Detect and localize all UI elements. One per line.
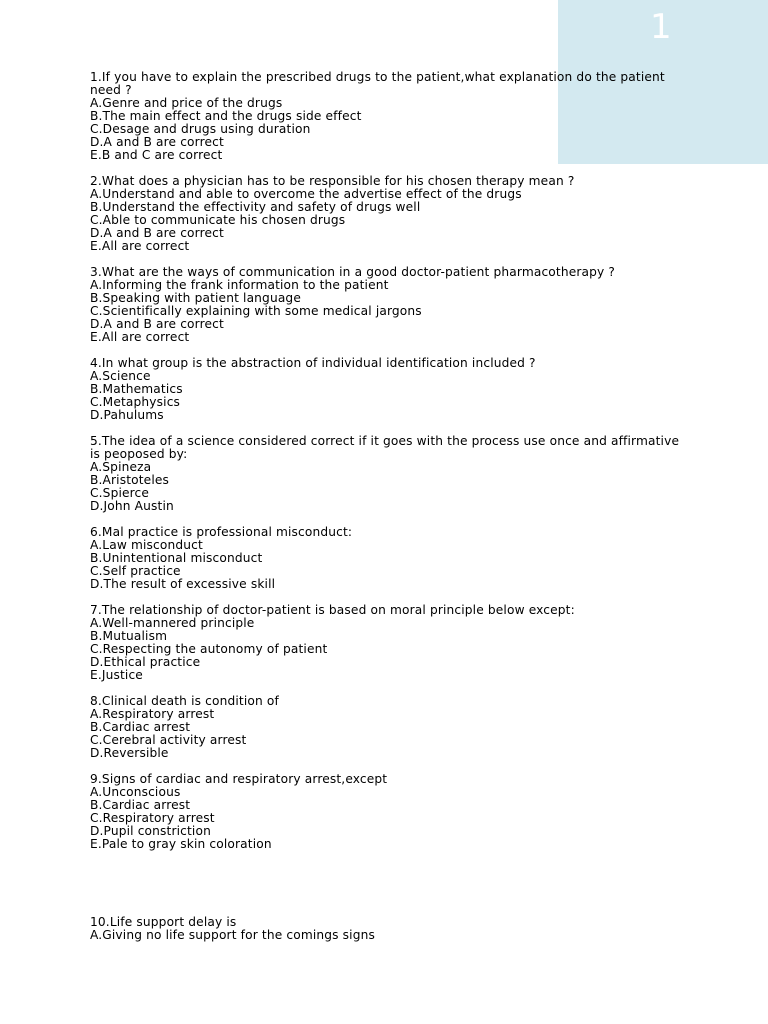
answer-option: C.Desage and drugs using duration	[90, 122, 311, 136]
answer-option: A.Spineza	[90, 460, 152, 474]
answer-option: D.A and B are correct	[90, 317, 224, 331]
question-10	[90, 916, 690, 942]
answer-option: C.Scientifically explaining with some medical jargons	[90, 304, 422, 318]
answer-option: B.Aristoteles	[90, 473, 170, 487]
question-prompt: 10.Life support delay is	[90, 915, 237, 929]
answer-option: B.Understand the effectivity and safety of drugs well	[90, 200, 421, 214]
answer-option: A.Well-mannered principle	[90, 616, 255, 630]
answer-option: D.A and B are correct	[90, 135, 224, 149]
answer-option: C.Spierce	[90, 486, 150, 500]
question-prompt: 5.The idea of a science considered correct if it goes with the process use once and affirmative is peoposed by:	[90, 434, 680, 461]
question-2	[90, 175, 690, 253]
answer-option: E.B and C are correct	[90, 148, 223, 162]
answer-option: D.Pahulums	[90, 408, 164, 422]
answer-option: D.Pupil constriction	[90, 824, 211, 838]
answer-option: D.Ethical practice	[90, 655, 201, 669]
answer-option: A.Understand and able to overcome the advertise effect of the drugs	[90, 187, 522, 201]
answer-option: B.Cardiac arrest	[90, 720, 191, 734]
answer-option: A.Informing the frank information to the patient	[90, 278, 389, 292]
question-prompt: 7.The relationship of doctor-patient is based on moral principle below except:	[90, 603, 575, 617]
question-3	[90, 266, 690, 344]
answer-option: C.Self practice	[90, 564, 181, 578]
question-5	[90, 435, 690, 513]
question-1	[90, 71, 690, 162]
answer-option: E.Pale to gray skin coloration	[90, 837, 272, 851]
answer-option: A.Law misconduct	[90, 538, 203, 552]
answer-option: A.Giving no life support for the comings signs	[90, 928, 375, 942]
answer-option: E.Justice	[90, 668, 143, 682]
answer-option: B.Mathematics	[90, 382, 183, 396]
answer-option: E.All are correct	[90, 330, 190, 344]
answer-option: A.Unconscious	[90, 785, 181, 799]
question-4	[90, 357, 690, 422]
question-8	[90, 695, 690, 760]
answer-option: C.Cerebral activity arrest	[90, 733, 247, 747]
question-7	[90, 604, 690, 682]
answer-option: B.Unintentional misconduct	[90, 551, 263, 565]
answer-option: D.A and B are correct	[90, 226, 224, 240]
question-prompt: 1.If you have to explain the prescribed drugs to the patient,what explanation do the patient need ?	[90, 70, 665, 97]
answer-option: A.Science	[90, 369, 151, 383]
answer-option: C.Respiratory arrest	[90, 811, 215, 825]
answer-option: B.Mutualism	[90, 629, 168, 643]
answer-option: D.The result of excessive skill	[90, 577, 276, 591]
answer-option: B.The main effect and the drugs side effect	[90, 109, 362, 123]
question-prompt: 6.Mal practice is professional misconduct:	[90, 525, 353, 539]
question-prompt: 3.What are the ways of communication in a good doctor-patient pharmacotherapy ?	[90, 265, 616, 279]
answer-option: C.Respecting the autonomy of patient	[90, 642, 328, 656]
question-prompt: 8.Clinical death is condition of	[90, 694, 279, 708]
question-prompt: 4.In what group is the abstraction of individual identification included ?	[90, 356, 536, 370]
question-prompt: 9.Signs of cardiac and respiratory arrest,except	[90, 772, 388, 786]
question-9	[90, 773, 690, 851]
question-6	[90, 526, 690, 591]
answer-option: B.Speaking with patient language	[90, 291, 301, 305]
answer-option: A.Respiratory arrest	[90, 707, 215, 721]
answer-option: E.All are correct	[90, 239, 190, 253]
answer-option: C.Able to communicate his chosen drugs	[90, 213, 346, 227]
answer-option: C.Metaphysics	[90, 395, 181, 409]
answer-option: D.Reversible	[90, 746, 169, 760]
question-list	[90, 71, 690, 955]
answer-option: D.John Austin	[90, 499, 174, 513]
question-prompt: 2.What does a physician has to be responsible for his chosen therapy mean ?	[90, 174, 575, 188]
answer-option: A.Genre and price of the drugs	[90, 96, 283, 110]
answer-option: B.Cardiac arrest	[90, 798, 191, 812]
page-number-text: 1	[650, 7, 672, 47]
